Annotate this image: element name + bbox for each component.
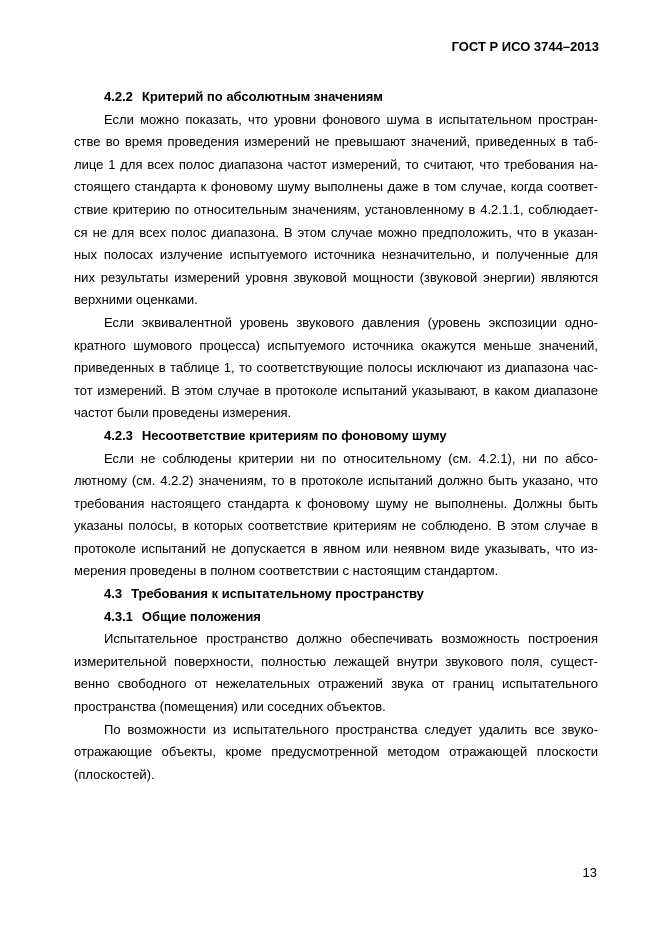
text-line: ных полосах излучение испытуемого источника незначительно, и полученные для: [74, 247, 598, 263]
text-line: ствие критерию по относительным значениям, установленному в 4.2.1.1, соблюдает-: [74, 201, 598, 217]
document-header: ГОСТ Р ИСО 3744–2013: [451, 39, 599, 54]
text-line: венно свободного от нежелательных отражений звука от границ испытательного: [74, 676, 598, 692]
text-line: пространства (помещения) или соседних объектов.: [74, 699, 386, 715]
page-number: 13: [582, 865, 597, 880]
text-line: кратного шумового процесса) испытуемого источника окажутся меньше значений,: [74, 337, 598, 353]
section-heading-4-3-1: [74, 606, 598, 629]
text-line: лютному (см. 4.2.2) значениям, то в протоколе испытаний должно быть указано, что: [74, 473, 598, 489]
text-line: тот измерений. В этом случае в протоколе испытаний указывают, в каком диапазоне: [74, 382, 598, 398]
text-line: стве во время проведения измерений не превышают значений, приведенных в таб-: [74, 134, 598, 150]
section-heading-4-3: [74, 583, 598, 606]
text-line: Если эквивалентной уровень звукового давления (уровень экспозиции одно-: [104, 314, 598, 330]
text-line: протоколе испытаний не допускается в явном или неявном виде указывать, что из-: [74, 540, 598, 556]
text-line: лице 1 для всех полос диапазона частот измерений, то считают, что требования на-: [74, 156, 598, 172]
paragraph: [74, 312, 598, 425]
section-title: Общие положения: [141, 608, 261, 624]
paragraph: [74, 628, 598, 718]
text-line: Испытательное пространство должно обеспечивать возможность построения: [104, 631, 598, 647]
text-line: ся не для всех полос диапазона. В этом случае можно предположить, что в указан-: [74, 224, 598, 240]
section-title: Требования к испытательному пространству: [131, 586, 424, 602]
section-number: 4.2.2: [104, 89, 133, 104]
paragraph: [74, 448, 598, 584]
text-line: отражающие объекты, кроме предусмотренной методом отражающей плоскости: [74, 744, 598, 760]
text-line: приведенных в таблице 1, то соответствующие полосы исключают из диапазона час-: [74, 360, 598, 376]
text-line: (плоскостей).: [74, 766, 155, 782]
page-body: [74, 86, 598, 786]
section-heading-4-2-2: [74, 86, 598, 109]
text-line: По возможности из испытательного пространства следует удалить все звуко-: [104, 721, 598, 737]
section-number: 4.3.1: [104, 608, 133, 624]
section-title: Критерий по абсолютным значениям: [141, 89, 383, 104]
paragraph: [74, 719, 598, 787]
section-title: Несоответствие критериям по фоновому шуму: [141, 427, 447, 443]
section-number: 4.2.3: [104, 427, 133, 443]
text-line: мерения проведены в полном соответствии с настоящим стандартом.: [74, 563, 499, 579]
text-line: требования настоящего стандарта к фоновому шуму не выполнены. Должны быть: [74, 495, 598, 511]
text-line: Если можно показать, что уровни фонового шума в испытательном простран-: [104, 111, 598, 127]
text-line: них результаты измерений уровня звуковой мощности (звуковой энергии) являются: [74, 269, 598, 285]
section-number: 4.3: [104, 586, 123, 602]
text-line: верхними оценками.: [74, 292, 198, 308]
text-line: измерительной поверхности, полностью лежащей внутри звукового поля, сущест-: [74, 653, 598, 669]
paragraph: [74, 109, 598, 312]
section-heading-4-2-3: [74, 425, 598, 448]
text-line: частот были проведены измерения.: [74, 405, 292, 421]
text-line: Если не соблюдены критерии ни по относительному (см. 4.2.1), ни по абсо-: [104, 450, 598, 466]
text-line: указаны полосы, в которых соответствие критериям не соблюдено. В этом случае в: [74, 518, 598, 534]
text-line: стоящего стандарта к фоновому шуму выполнены даже в том случае, когда соответ-: [74, 179, 598, 195]
